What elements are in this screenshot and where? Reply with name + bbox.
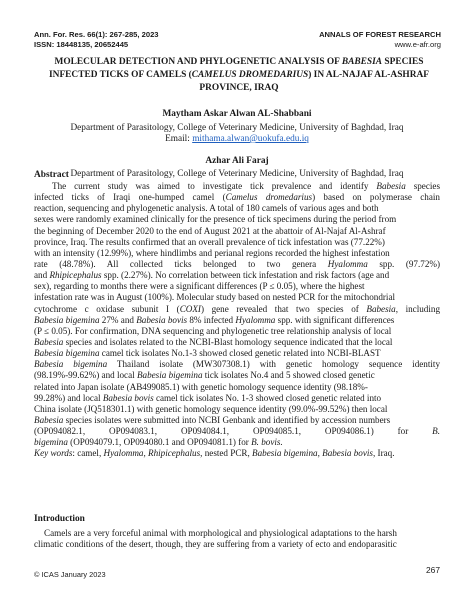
introduction-heading: Introduction (34, 514, 85, 524)
abstract-line: (OP094082.1, OP094083.1, OP094084.1, OP094085.1, OP094086.1) for B. (34, 426, 440, 437)
page-number: 267 (426, 565, 440, 575)
abstract-body (34, 181, 440, 460)
keywords-label: Key words (34, 448, 73, 459)
journal-reference (34, 30, 159, 49)
author-2-affiliation: Department of Parasitology, College of Veterinary Medicine, University of Baghdad, Iraq (70, 169, 404, 179)
abstract-line: sexes were randomly examined clinically for the presence of tick specimens during the period from (34, 214, 397, 225)
abstract-line: infected ticks of Iraqi one-humped camel (Camelus dromedarius) based on polymerase chain (34, 192, 440, 203)
author-1-affiliation: Department of Parasitology, College of Veterinary Medicine, University of Baghdad, Iraq (70, 123, 404, 133)
abstract-heading-text: Abstract (34, 170, 69, 180)
abstract-line: cytochrome c oxidase subunit I (COXI) gene revealed that two species of Babesia, including (34, 303, 441, 314)
abstract-line: reaction, sequencing and phylogenetic analysis. A total of 180 camels of various ages and both (34, 203, 379, 214)
journal-masthead (319, 30, 441, 49)
abstract-line: and Rhipicephalus spp. (2.27%). No correlation between tick infestation and risk factors (age and (34, 270, 390, 281)
author-email-link[interactable]: mithama.alwan@uokufa.edu.iq (192, 134, 309, 144)
journal-website: www.e-afr.org (394, 39, 441, 49)
introduction-line: climatic conditions of the desert, though, they are suffering from a variety of ecto and endoparasitic (34, 539, 397, 550)
abstract-line: the beginning of December 2020 to the end of August 2021 at the abattoir of Al-Najaf Al-Ashraf (34, 225, 386, 236)
abstract-line: bigemina (OP094079.1, OP094080.1 and OP094081.1) for B. bovis. (34, 437, 283, 448)
keywords-line: Key words: camel, Hyalomma, Rhipicephalus, nested PCR, Babesia bigemina, Babesia bovis, Iraq. (34, 448, 395, 459)
abstract-line: Babesia bigemina 27% and Babesia bovis 8% infected Hyalomma spp. with significant differences (34, 314, 395, 325)
abstract-line: Babesia bigemina Thailand isolate (MW307308.1) with genetic homology sequence identity (34, 359, 441, 370)
abstract-line: China isolate (JQ518301.1) with genetic homology sequence identity (99.0%-99.52%) then local (34, 403, 388, 414)
author-1-email-line: Email: mithama.alwan@uokufa.edu.iq (165, 134, 309, 144)
journal-name: ANNALS OF FOREST RESEARCH (319, 30, 441, 39)
abstract-line: 99.28%) and local Babesia bovis camel tick isolates No. 1-3 showed closed genetic related into (34, 392, 382, 403)
abstract-line: rate (48.78%). All collected ticks belonged to two genera Hyalomma spp. (97.72%) (34, 258, 440, 269)
journal-issn: ISSN: 18448135, 20652445 (34, 39, 129, 49)
introduction-body (34, 528, 440, 551)
journal-citation: Ann. For. Res. 66(1): 267-285, 2023 (34, 30, 159, 39)
abstract-line: Babesia species isolates were submitted into NCBI Genbank and identified by accession numbers (34, 414, 391, 425)
introduction-line: Camels are a very forceful animal with morphological and physiological adaptations to the harsh (44, 528, 397, 538)
abstract-line: related into Japan isolate (AB499085.1) with genetic homology sequence identity (98.18%- (34, 381, 368, 392)
abstract-line: with an intensity (12.99%), where hindlimbs and perianal regions recorded the highest infestation (34, 247, 390, 258)
copyright-notice: © ICAS January 2023 (34, 570, 106, 579)
abstract-line: province, Iraq. The results confirmed that an overall prevalence of tick infestation was (77.22%) (34, 236, 385, 247)
abstract-line: infestation rate was in August (100%). Molecular study based on nested PCR for the mitochondrial (34, 292, 396, 303)
author-2-name: Azhar Ali Faraj (205, 156, 269, 166)
abstract-line: Babesia species and isolates related to the NCBI-Blast homology sequence indicated that the local (34, 336, 393, 347)
abstract-line: Babesia bigemina camel tick isolates No.1-3 showed closed genetic related into NCBI-BLAST (34, 348, 381, 359)
abstract-line: The current study was aimed to investigate tick prevalence and identify Babesia species (52, 181, 440, 191)
abstract-line: (98.19%-99.62%) and local Babesia bigemina tick isolates No.4 and 5 showed closed genetic (34, 370, 375, 381)
abstract-line: (P ≤ 0.05). For confirmation, DNA sequencing and phylogenetic tree relationship analysis of local (34, 325, 392, 336)
paper-title: MOLECULAR DETECTION AND PHYLOGENETIC ANALYSIS OF BABESIA SPECIES INFECTED TICKS OF CAMELS (CAMELUS DROMEDARIUS) IN AL-NAJAF AL-ASHRAF PROVINCE, IRAQ (49, 57, 429, 93)
abstract-line: sex), regarding to months there were a significant differences (P ≤ 0.05), where the highest (34, 281, 365, 292)
author-1-name: Maytham Askar Alwan AL-Shabbani (162, 109, 312, 119)
